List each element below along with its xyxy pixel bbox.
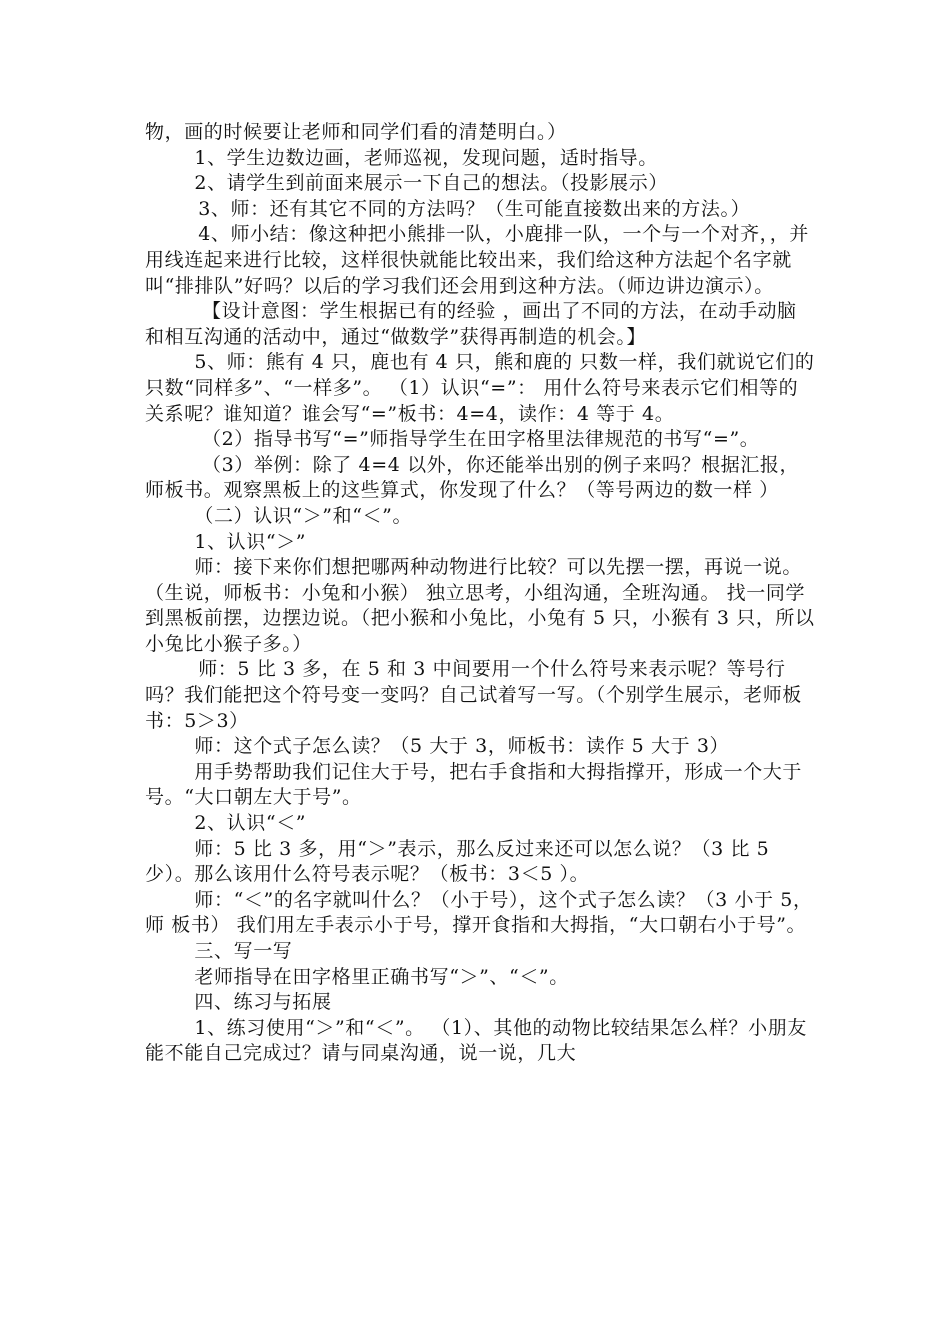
paragraph: 3、师：还有其它不同的方法吗？（生可能直接数出来的方法。） (198, 197, 751, 220)
paragraph: 师：5 比 3 多，用“＞”表示，那么反过来还可以怎么说？（3 比 5 少）。那么该用什么符号表示呢？（板书：3＜5 ）。 (145, 837, 770, 886)
paragraph: 2、请学生到前面来展示一下自己的想法。（投影展示） (194, 172, 668, 195)
section-heading: （二）认识“＞”和“＜”。 (194, 504, 413, 527)
paragraph: 师：5 比 3 多，在 5 和 3 中间要用一个什么符号来表示呢？等号行吗？我们能把这个符号变一变吗？自己试着写一写。（个别学生展示，老师板书：5＞3） (145, 658, 802, 732)
paragraph: （3）举例：除了 4=4 以外，你还能举出别的例子来吗？根据汇报，师板书。观察黑板上的这些算式，你发现了什么？（等号两边的数一样 ） (145, 453, 800, 502)
paragraph: 物，画的时候要让老师和同学们看的清楚明白。） (145, 121, 567, 143)
paragraph: 4、师小结：像这种把小熊排一队，小鹿排一队，一个与一个对齐，，并用线连起来进行比较，这样很快就能比较出来，我们给这种方法起个名字就叫“排排队”好吗？以后的学习我们还会用到这种方法。（师边讲边演示）。 (145, 223, 809, 297)
paragraph: 师：这个式子怎么读？（5 大于 3，师板书：读作 5 大于 3） (194, 735, 730, 758)
paragraph: 老师指导在田字格里正确书写“＞”、“＜”。 (194, 965, 569, 988)
document-page (145, 120, 815, 1067)
paragraph: （2）指导书写“=”师指导学生在田字格里法律规范的书写“=”。 (202, 428, 760, 451)
section-heading: 四、练习与拓展 (194, 991, 332, 1014)
paragraph: 1、练习使用“＞”和“＜”。 （1）、其他的动物比较结果怎么样？小朋友能不能自己完成过？请与同桌沟通，说一说，几大 (145, 1016, 807, 1065)
paragraph: 1、学生边数边画，老师巡视，发现问题，适时指导。 (194, 146, 658, 169)
paragraph: 师：接下来你们想把哪两种动物进行比较？可以先摆一摆，再说一说。（生说，师板书：小兔和小猴） 独立思考，小组沟通，全班沟通。 找一同学到黑板前摆，边摆边说。（把小猴和小兔比，小兔有 5 只，小猴有 3 只，所以小兔比小猴子多。） (145, 556, 815, 655)
design-intent-note: 【设计意图：学生根据已有的经验 ，画出了不同的方法，在动手动脑和相互沟通的活动中，通过“做数学”获得再制造的机会。】 (145, 300, 797, 348)
subsection-heading: 1、认识“＞” (194, 530, 307, 553)
paragraph: 5、师：熊有 4 只，鹿也有 4 只，熊和鹿的 只数一样，我们就说它们的只数“同样多”、“一样多”。 （1）认识“=”： 用什么符号来表示它们相等的关系呢？谁知道？谁会写“=”板书：4=4，读作：4 等于 4。 (145, 351, 815, 425)
paragraph: 师：“＜”的名字就叫什么？（小于号），这个式子怎么读？（3 小于 5，师 板书） 我们用左手表示小于号，撑开食指和大拇指，“大口朝右小于号”。 (145, 888, 813, 937)
subsection-heading: 2、认识“＜” (194, 812, 307, 835)
paragraph: 用手势帮助我们记住大于号，把右手食指和大拇指撑开，形成一个大于号。“大口朝左大于号”。 (145, 760, 802, 809)
section-heading: 三、写一写 (194, 940, 293, 962)
